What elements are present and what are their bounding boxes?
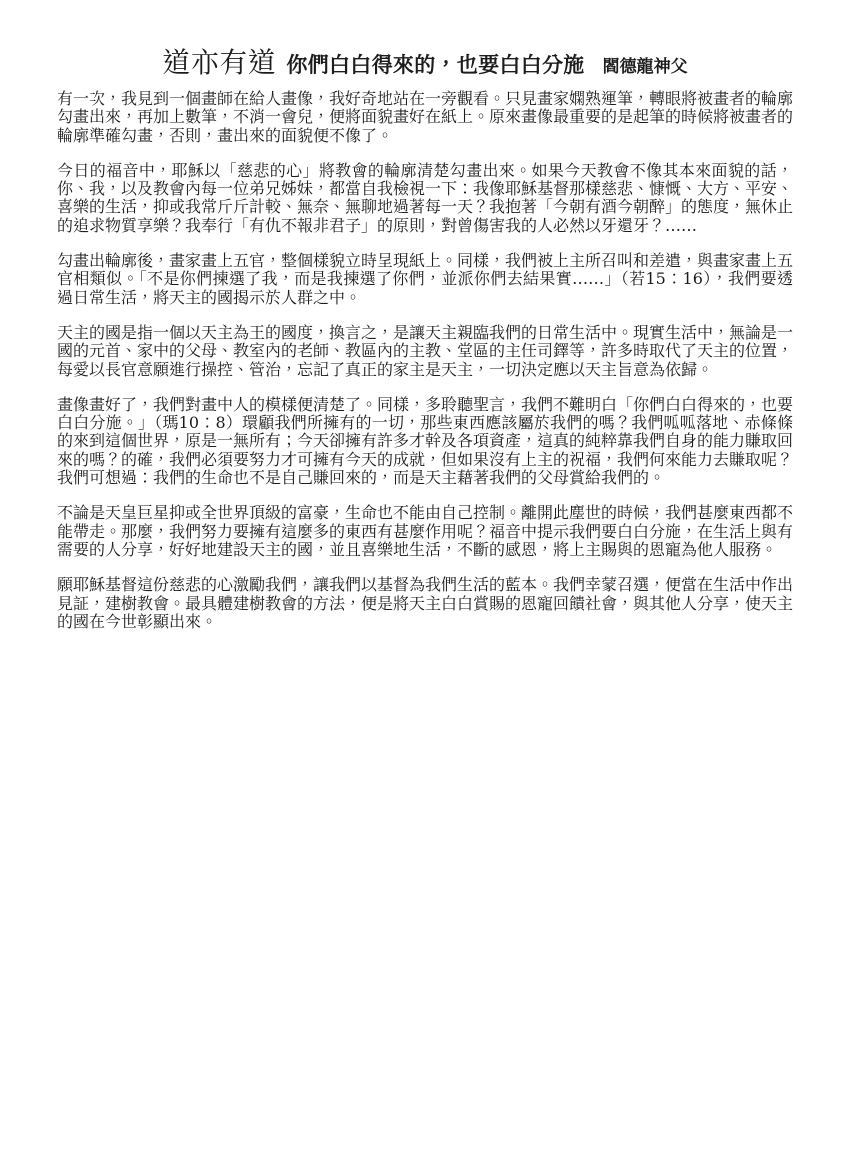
paragraph-3: 勾畫出輪廓後，畫家畫上五官，整個樣貌立時呈現紙上。同樣，我們被上主所召叫和差遣，與畫家畫上五官相類似。「不是你們揀選了我，而是我揀選了你們，並派你們去結果實……」（若15：16），我們要透過日常生活，將天主的國揭示於人群之中。	[57, 251, 794, 307]
page-title: 道亦有道	[162, 46, 277, 79]
paragraph-6: 不論是天皇巨星抑或全世界頂級的富豪，生命也不能由自己控制。離開此塵世的時候，我們甚麼東西都不能帶走。那麼，我們努力要擁有這麼多的東西有甚麼作用呢？福音中提示我們要白白分施，在生活上與有需要的人分享，好好地建設天主的國，並且喜樂地生活，不斷的感恩，將上主賜與的恩寵為他人服務。	[57, 503, 794, 559]
document-page	[0, 46, 850, 1149]
author-name: 閻德龍神父	[602, 57, 688, 77]
paragraph-7: 願耶穌基督這份慈悲的心激勵我們，讓我們以基督為我們生活的藍本。我們幸蒙召選，便當在生活中作出見証，建樹教會。最具體建樹教會的方法，便是將天主白白賞賜的恩寵回饋社會，與其他人分享，使天主的國在今世彰顯出來。	[57, 575, 794, 631]
paragraph-1: 有一次，我見到一個畫師在給人畫像，我好奇地站在一旁觀看。只見畫家嫻熟運筆，轉眼將被畫者的輪廓勾畫出來，再加上數筆，不消一會兒，便將面貌畫好在紙上。原來畫像最重要的是起筆的時候將被畫者的輪廓準確勾畫，否則，畫出來的面貌便不像了。	[57, 89, 794, 145]
article-body	[57, 90, 793, 631]
document-header	[57, 46, 793, 79]
paragraph-4: 天主的國是指一個以天主為王的國度，換言之，是讓天主親臨我們的日常生活中。現實生活中，無論是一國的元首、家中的父母、教室內的老師、教區內的主教、堂區的主任司鐸等，許多時取代了天主的位置，每愛以長官意願進行操控、管治，忘記了真正的家主是天主，一切決定應以天主旨意為依歸。	[57, 322, 794, 379]
paragraph-2: 今日的福音中，耶穌以「慈悲的心」將教會的輪廓清楚勾畫出來。如果今天教會不像其本來面貌的話，你、我，以及教會內每一位弟兄姊妹，都當自我檢視一下：我像耶穌基督那樣慈悲、慷慨、大方、平安、喜樂的生活，抑或我常斤斤計較、無奈、無聊地過著每一天？我抱著「今朝有酒今朝醉」的態度，無休止的追求物質享樂？我奉行「有仇不報非君子」的原則，對曾傷害我的人必然以牙還牙？……	[57, 160, 794, 235]
paragraph-5: 畫像畫好了，我們對畫中人的模樣便清楚了。同樣，多聆聽聖言，我們不難明白「你們白白得來的，也要白白分施。」（瑪10：8）環顧我們所擁有的一切，那些東西應該屬於我們的嗎？我們呱呱落地、赤條條的來到這個世界，原是一無所有；今天卻擁有許多才幹及各項資產，這真的純粹靠我們自身的能力賺取回來的嗎？的確，我們必須要努力才可擁有今天的成就，但如果沒有上主的祝福，我們何來能力去賺取呢？我們可想過：我們的生命也不是自己賺回來的，而是天主藉著我們的父母賞給我們的。	[57, 394, 794, 488]
page-subtitle: 你們白白得來的，也要白白分施	[286, 52, 585, 77]
